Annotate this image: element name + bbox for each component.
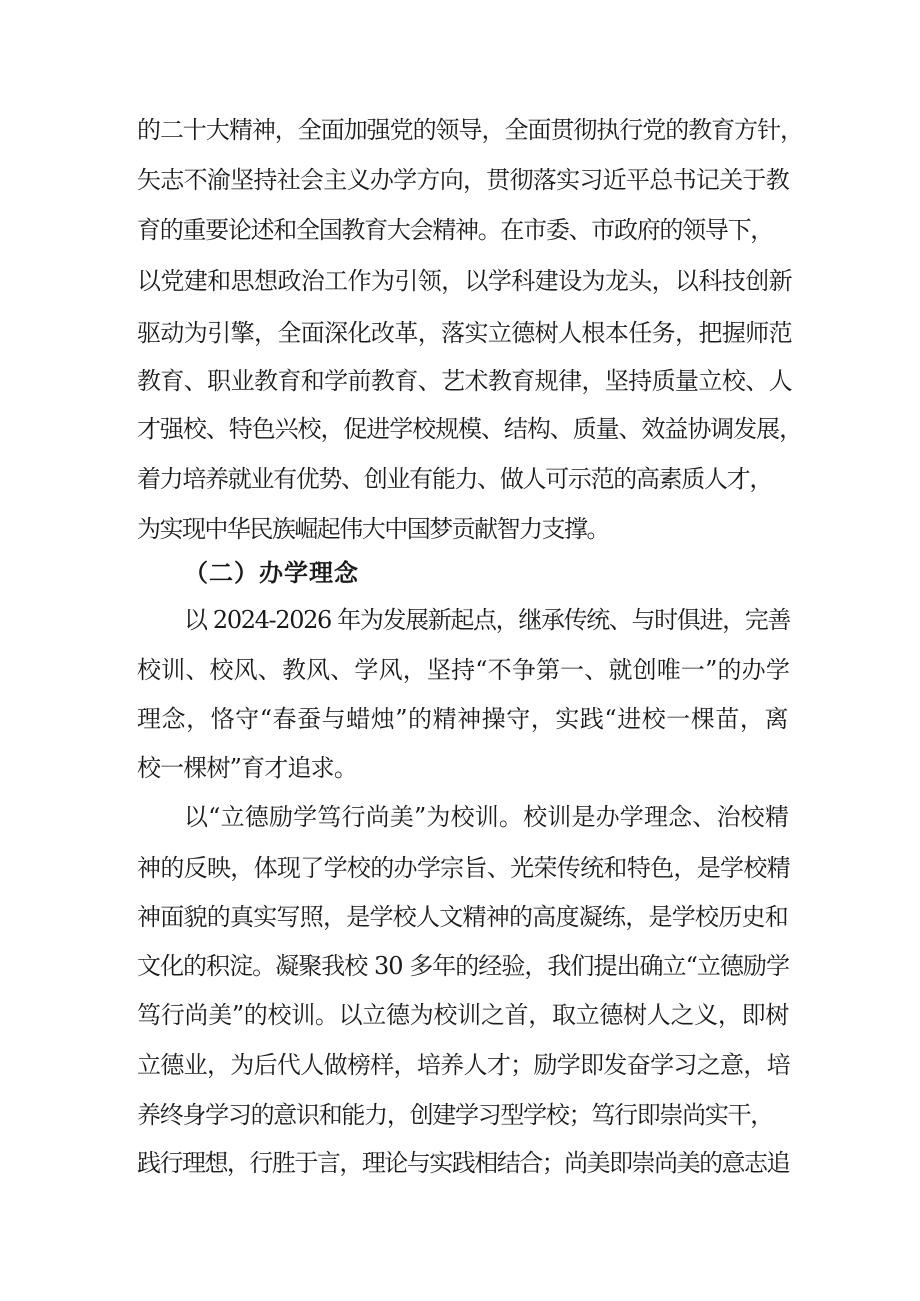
body-text-line: 的二十大精神，全面加强党的领导，全面贯彻执行党的教育方针， [137,116,803,144]
body-text-line: 才强校、特色兴校，促进学校规模、结构、质量、效益协调发展， [137,415,802,443]
body-text-line: 文化的积淀。凝聚我校 30 多年的经验，我们提出确立“立德励学 [137,952,789,980]
body-text-line: 以 2024-2026 年为发展新起点，继承传统、与时俱进，完善 [184,606,790,634]
body-text-line: 养终身学习的意识和能力，创建学习型学校；笃行即崇尚实干， [137,1101,773,1129]
section-heading: （二）办学理念 [184,559,359,587]
body-text-line: 践行理想，行胜于言，理论与实践相结合；尚美即崇尚美的意志追 [137,1149,789,1177]
body-text-line: 为实现中华民族崛起伟大中国梦贡献智力支撑。 [137,515,609,543]
body-text-line: 理念，恪守“春蚕与蜡烛”的精神操守，实践“进校一棵苗，离 [137,705,789,733]
body-text-line: 校训、校风、教风、学风，坚持“不争第一、就创唯一”的办学 [137,656,790,684]
body-text-line: 矢志不渝坚持社会主义办学方向，贯彻落实习近平总书记关于教 [137,166,789,194]
body-text-line: 以党建和思想政治工作为引领，以学科建设为龙头，以科技创新 [137,267,792,295]
body-text-line: 教育、职业教育和学前教育、艺术教育规律，坚持质量立校、人 [137,367,792,395]
body-text-line: 育的重要论述和全国教育大会精神。在市委、市政府的领导下， [137,216,773,244]
body-text-line: 神的反映，体现了学校的办学宗旨、光荣传统和特色，是学校精 [137,854,790,882]
body-text-line: 笃行尚美”的校训。以立德为校训之首，取立德树人之义，即树 [137,1001,789,1029]
body-text-line: 立德业，为后代人做榜样，培养人才；励学即发奋学习之意，培 [137,1051,790,1079]
body-text-line: 驱动为引擎，全面深化改革，落实立德树人根本任务，把握师范 [137,319,792,347]
body-text-line: 神面貌的真实写照，是学校人文精神的高度凝练，是学校历史和 [137,903,788,931]
body-text-line: 以“立德励学笃行尚美”为校训。校训是办学理念、治校精 [184,803,789,831]
body-text-line: 着力培养就业有优势、创业有能力、做人可示范的高素质人才， [137,465,772,493]
body-text-line: 校一棵树”育才追求。 [137,754,357,782]
